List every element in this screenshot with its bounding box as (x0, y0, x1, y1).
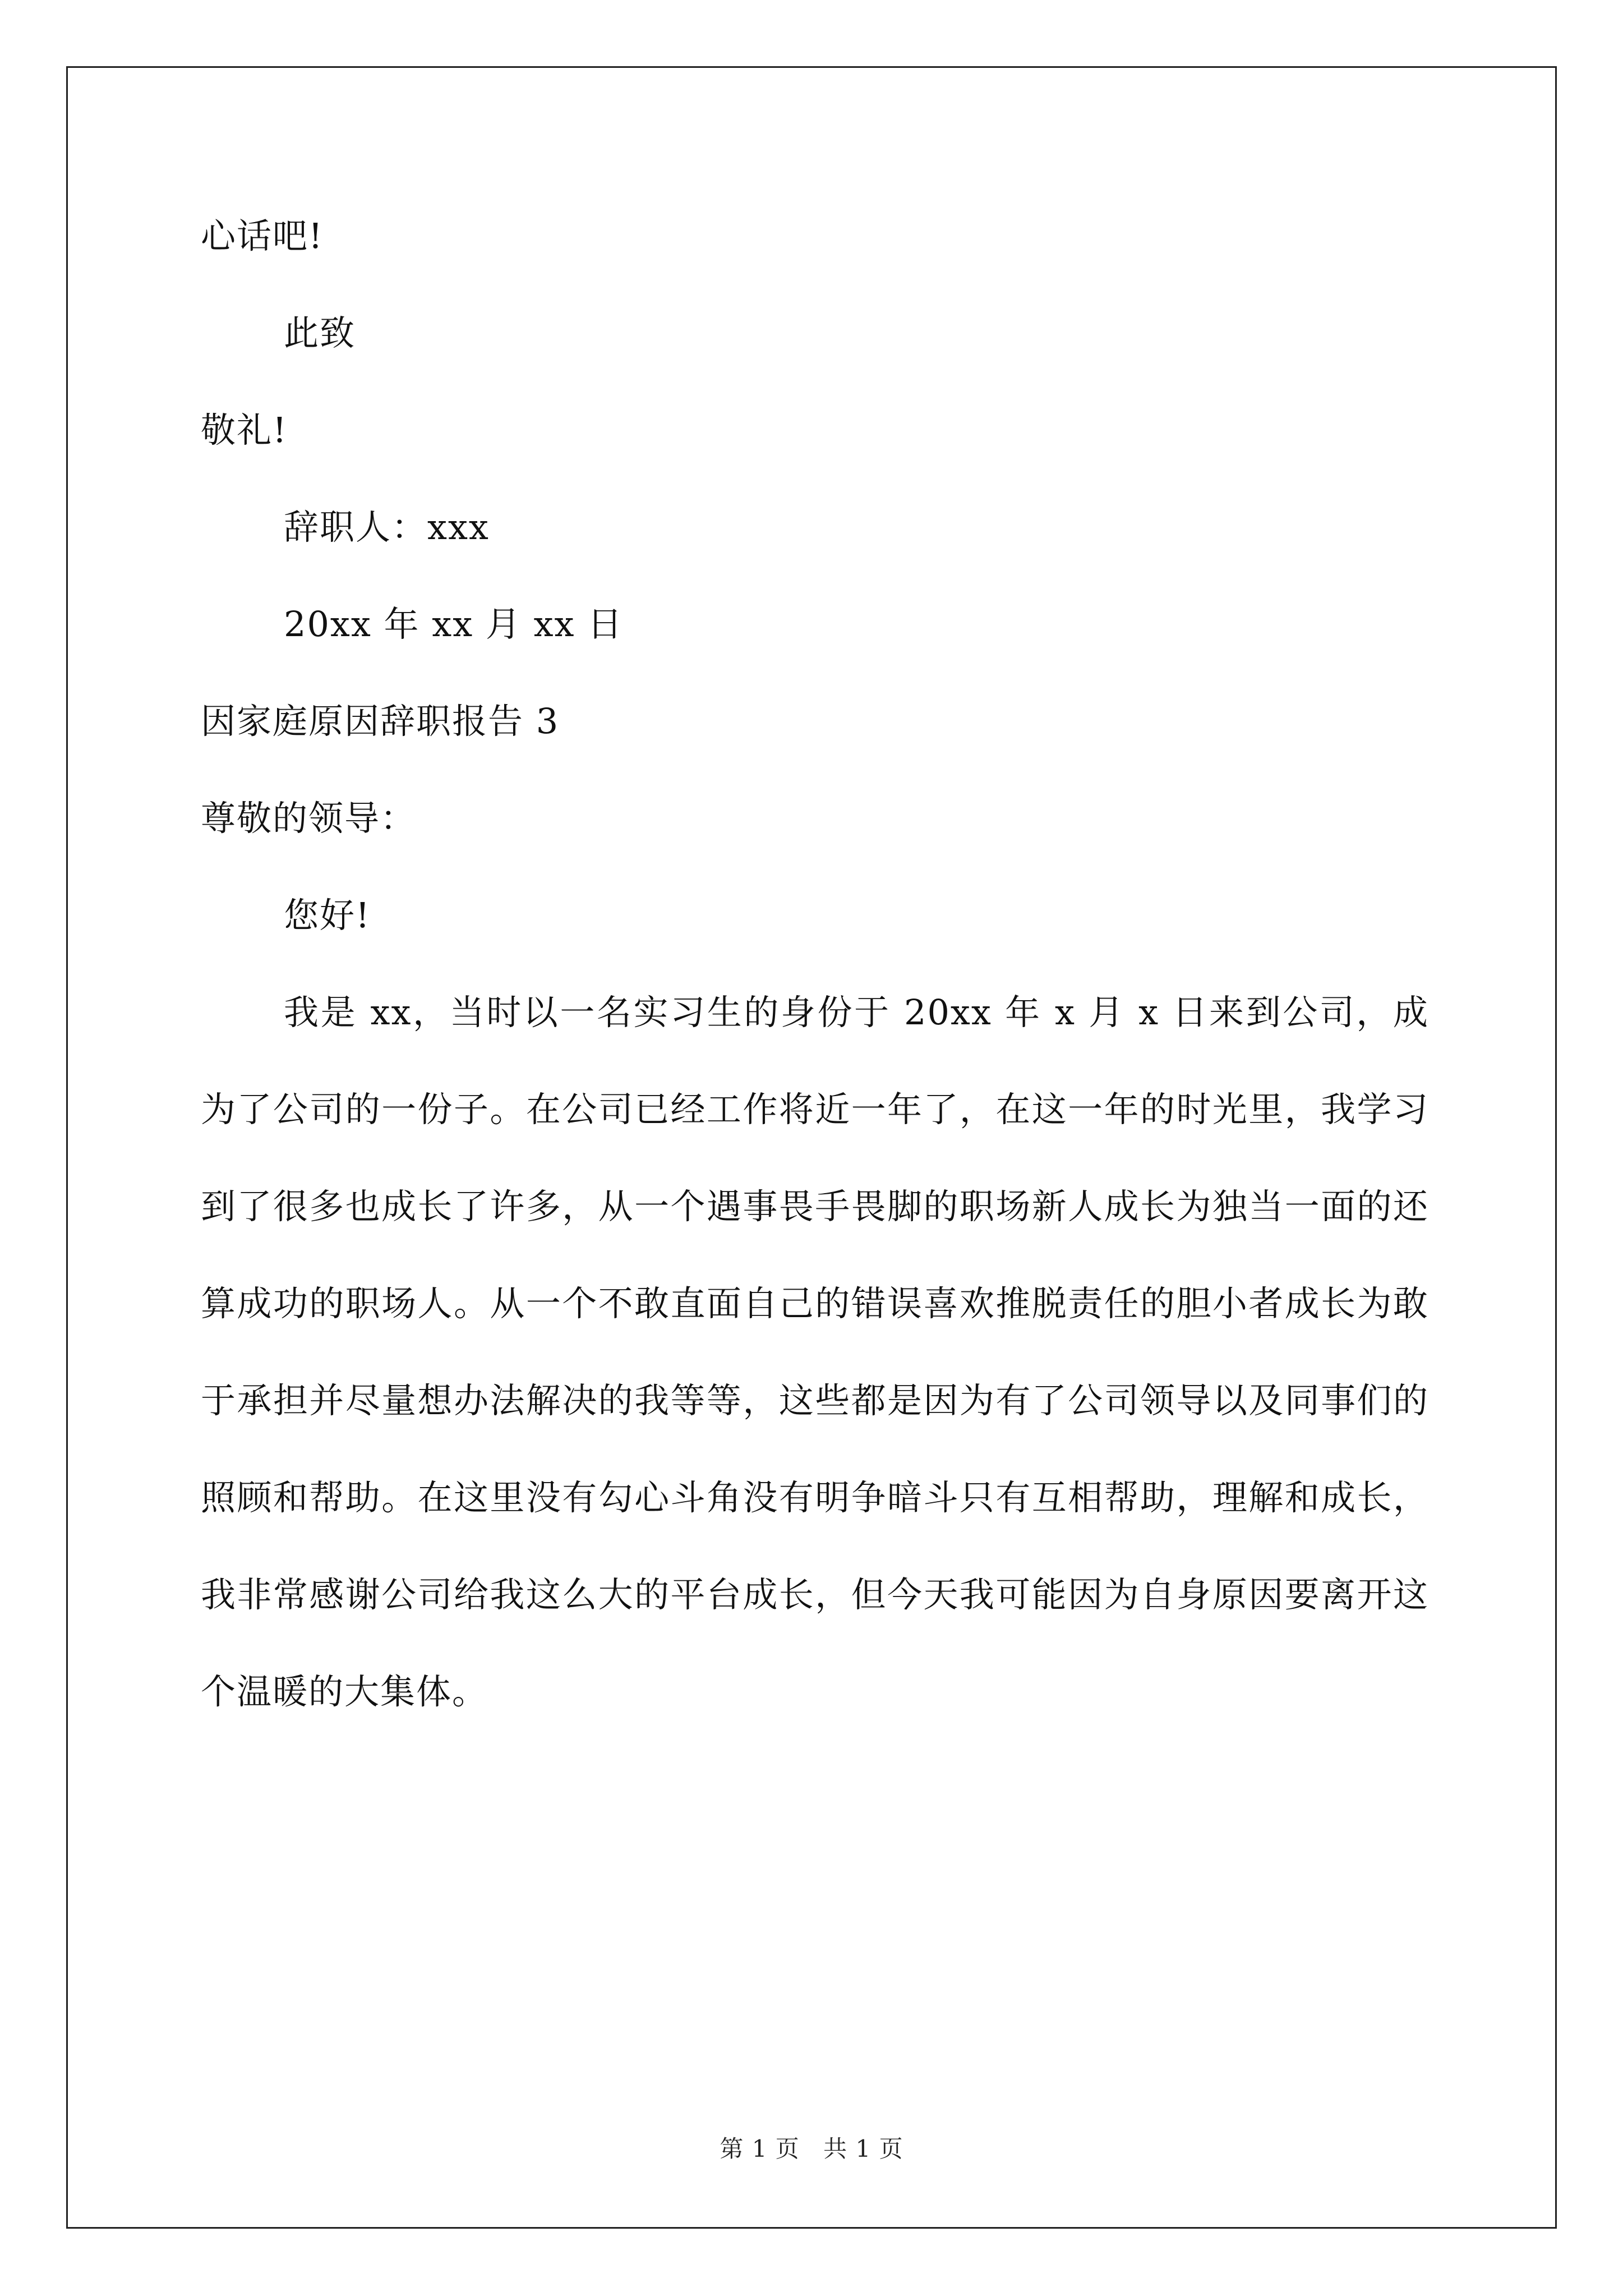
document-body (201, 215, 1435, 1740)
date-line: 20xx 年 xx 月 xx 日 (284, 604, 624, 645)
text-line: 心话吧! (201, 215, 324, 256)
salutation: 尊敬的领导： (201, 798, 417, 839)
greeting: 您好! (284, 895, 371, 936)
text-line: 此致 (284, 312, 356, 353)
section-title: 因家庭原因辞职报告 3 (201, 701, 560, 742)
signature-line: 辞职人：xxx (284, 507, 490, 547)
page-number: 第 1 页 (720, 2135, 800, 2162)
page-total: 共 1 页 (823, 2135, 903, 2162)
body-paragraph: 我是 xx，当时以一名实习生的身份于 20xx 年 x 月 x 日来到公司，成为了公司的一份子。在公司已经工作将近一年了，在这一年的时光里，我学习到了很多也成长了许多，从一个遇事畏手畏脚的职场新人成长为独当一面的还算成功的职场人。从一个不敢直面自己的错误喜欢推脱责任的胆小者成长为敢于承担并尽量想办法解决的我等等，这些都是因为有了公司领导以及同事们的照顾和帮助。在这里没有勾心斗角没有明争暗斗只有互相帮助，理解和成长，我非常感谢公司给我这么大的平台成长，但今天我可能因为自身原因要离开这个温暖的大集体。 (201, 992, 1429, 1712)
text-line: 敬礼! (201, 409, 288, 450)
page-footer (0, 2137, 1623, 2161)
